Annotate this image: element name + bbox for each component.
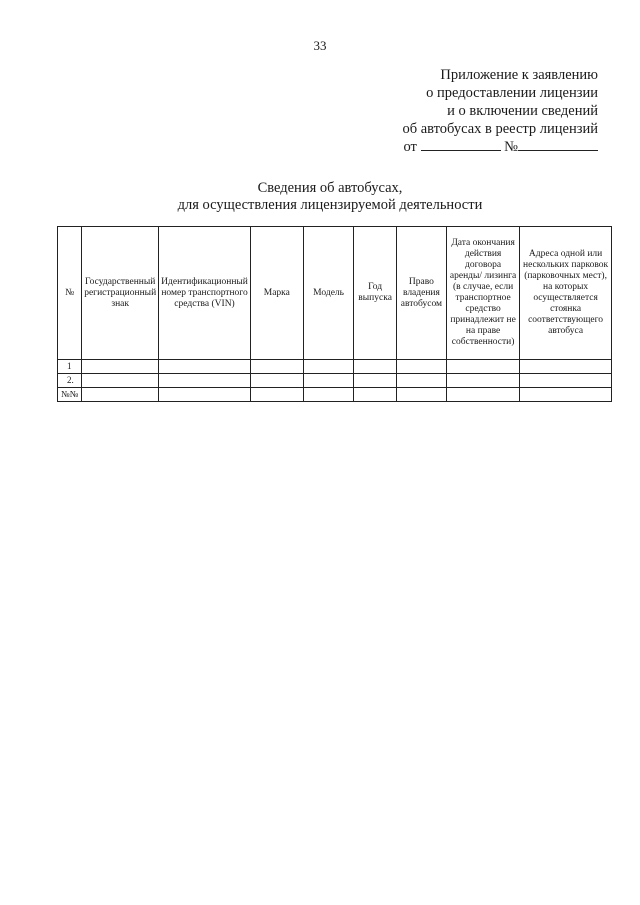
header-cell-lease-end: Дата окончания действия договора аренды/ лизинга (в случае, если транспортное средство принадлежит не на праве собственности) xyxy=(447,227,520,360)
table-cell xyxy=(159,374,251,388)
header-cell-parking: Адреса одной или нескольких парковок (парковочных мест), на которых осуществляется стоянка соответствующего автобуса xyxy=(520,227,612,360)
header-cell-brand: Марка xyxy=(250,227,303,360)
header-cell-vin: Идентификационный номер транспортного средства (VIN) xyxy=(159,227,251,360)
header-cell-model: Модель xyxy=(303,227,354,360)
row-number-cell: №№ xyxy=(58,388,82,402)
header-row xyxy=(58,227,612,360)
table-cell xyxy=(303,360,354,374)
table-cell xyxy=(520,374,612,388)
table-cell xyxy=(520,360,612,374)
table-cell xyxy=(396,388,446,402)
date-blank-field[interactable] xyxy=(421,138,501,151)
table-cell xyxy=(303,374,354,388)
appendix-line: и о включении сведений xyxy=(447,103,598,119)
appendix-line: об автобусах в реестр лицензий xyxy=(402,121,598,137)
table-cell xyxy=(303,388,354,402)
table-cell xyxy=(82,360,159,374)
table-cell xyxy=(447,360,520,374)
table-cell xyxy=(354,374,396,388)
title-line: для осуществления лицензируемой деятельности xyxy=(177,197,483,213)
table-cell xyxy=(447,388,520,402)
table-row xyxy=(58,360,612,374)
header-cell-plate: Государственный регистрационный знак xyxy=(82,227,159,360)
table-cell xyxy=(396,374,446,388)
header-cell-year: Год выпуска xyxy=(354,227,396,360)
table-cell xyxy=(250,374,303,388)
appendix-line: Приложение к заявлению xyxy=(440,67,598,83)
table-cell xyxy=(354,388,396,402)
table-cell xyxy=(159,388,251,402)
number-label: № xyxy=(504,139,518,155)
header-cell-number: № xyxy=(58,227,82,360)
table-cell xyxy=(396,360,446,374)
appendix-line: о предоставлении лицензии xyxy=(426,85,598,101)
document-title xyxy=(0,180,640,214)
table-cell xyxy=(82,388,159,402)
table-cell xyxy=(250,360,303,374)
table-row xyxy=(58,388,612,402)
table-cell xyxy=(250,388,303,402)
appendix-block xyxy=(402,66,598,156)
title-line: Сведения об автобусах, xyxy=(257,180,403,196)
table-cell xyxy=(520,388,612,402)
table-row xyxy=(58,374,612,388)
header-cell-ownership: Право владения автобусом xyxy=(396,227,446,360)
table-cell xyxy=(354,360,396,374)
appendix-date-number-line xyxy=(402,138,598,156)
table-cell xyxy=(82,374,159,388)
page-number: 33 xyxy=(313,38,327,53)
table-cell xyxy=(159,360,251,374)
number-blank-field[interactable] xyxy=(518,138,598,151)
row-number-cell: 2. xyxy=(58,374,82,388)
table-cell xyxy=(447,374,520,388)
from-label: от xyxy=(403,139,417,155)
bus-register-table xyxy=(57,226,612,402)
row-number-cell: 1 xyxy=(58,360,82,374)
